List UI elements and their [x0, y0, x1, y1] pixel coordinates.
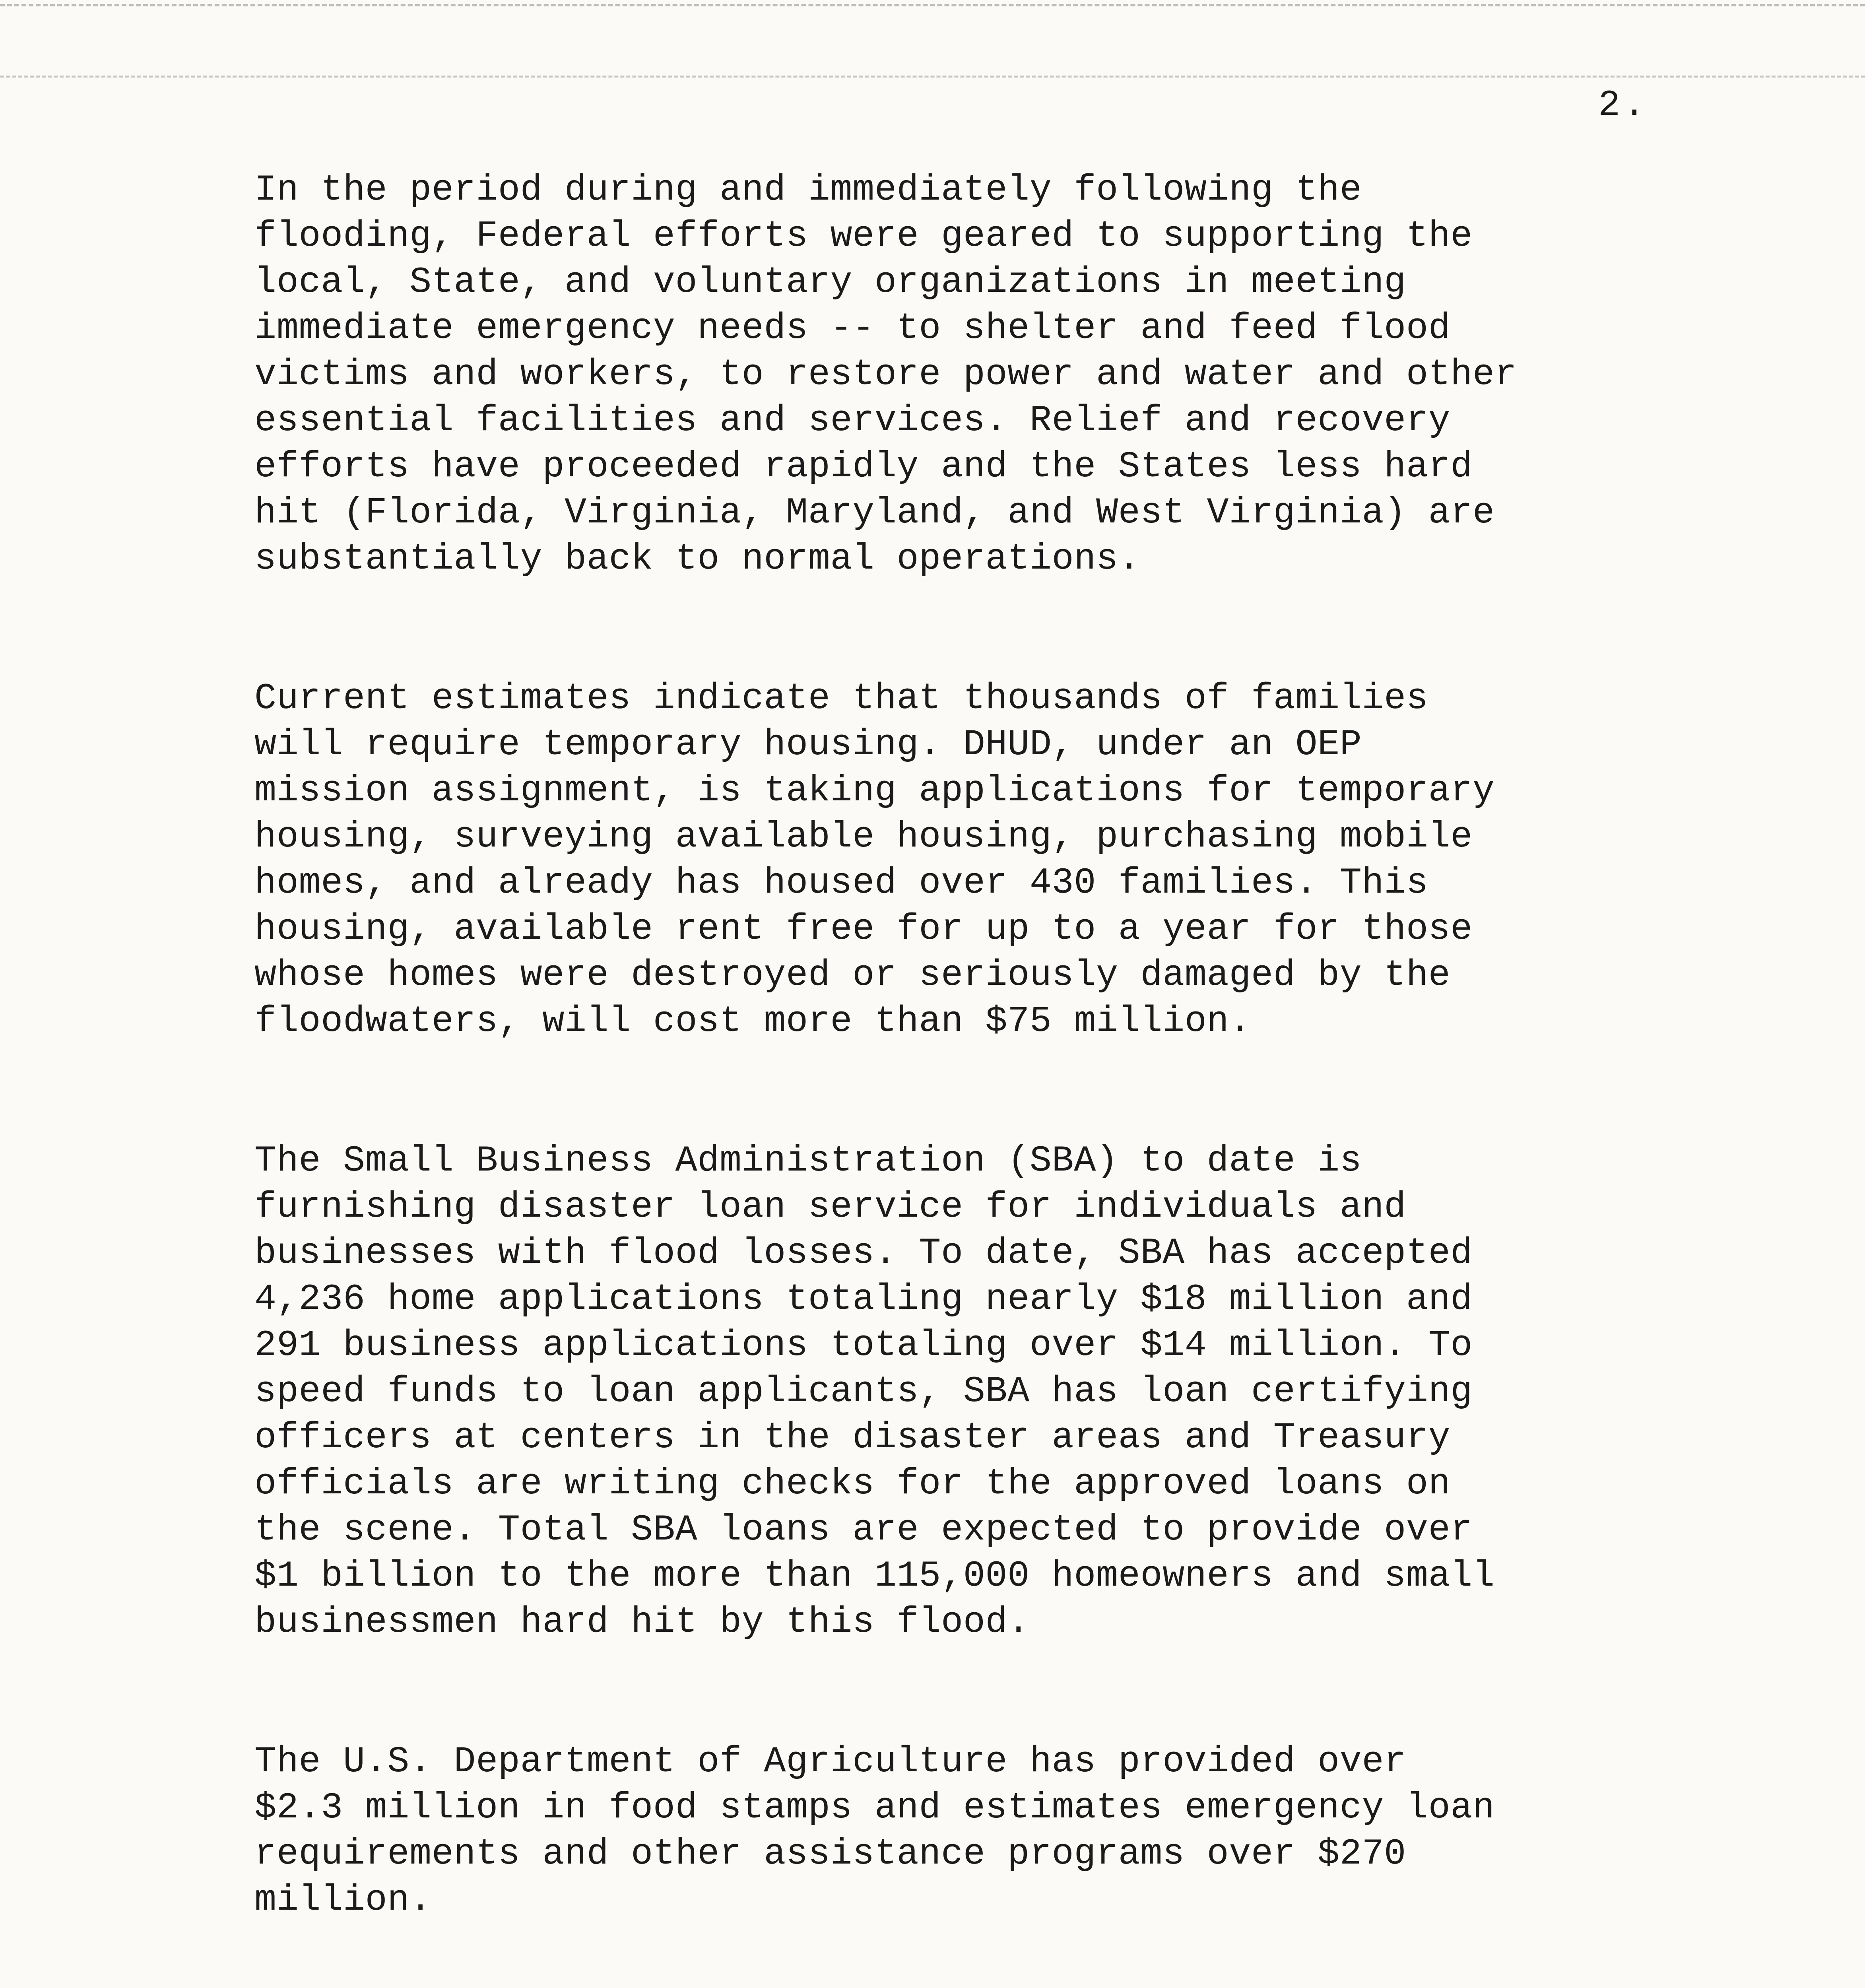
paragraph-temporary-housing: Current estimates indicate that thousands of families will require temporary housing. DHUD, under an OEP mission assignment, is taking applications for temporary housing, surveying available housing, purchasing mobile homes, and already has housed over 430 families. This housing, available rent free for up to a year for those whose homes were destroyed or seriously damaged by the floodwaters, will cost more than $75 million.: [254, 678, 1495, 1042]
paragraph-relief-efforts: In the period during and immediately following the flooding, Federal efforts were geared to supporting the local, State, and voluntary organizations in meeting immediate emergency needs -- to shelter and feed flood victims and workers, to restore power and water and other essential facilities and services. Relief and recovery efforts have proceeded rapidly and the States less hard hit (Florida, Virginia, Maryland, and West Virginia) are substantially back to normal operations.: [254, 169, 1517, 580]
paragraph-agriculture: The U.S. Department of Agriculture has provided over $2.3 million in food stamps and estimates emergency loan requirements and other assistance programs over $270 million.: [254, 1741, 1495, 1921]
document-body: [254, 167, 1686, 1988]
scan-artifact-line: [0, 76, 1865, 78]
scan-artifact-line: [0, 4, 1865, 6]
paragraph-sba-loans: The Small Business Administration (SBA) to date is furnishing disaster loan service for individuals and businesses with flood losses. To date, SBA has accepted 4,236 home applications totaling nearly $18 million and 291 business applications totaling over $14 million. To speed funds to loan applicants, SBA has loan certifying officers at centers in the disaster areas and Treasury officials are writing checks for the approved loans on the scene. Total SBA loans are expected to provide over $1 billion to the more than 115,000 homeowners and small businessmen hard hit by this flood.: [254, 1140, 1495, 1643]
page-number: 2.: [1598, 84, 1649, 126]
